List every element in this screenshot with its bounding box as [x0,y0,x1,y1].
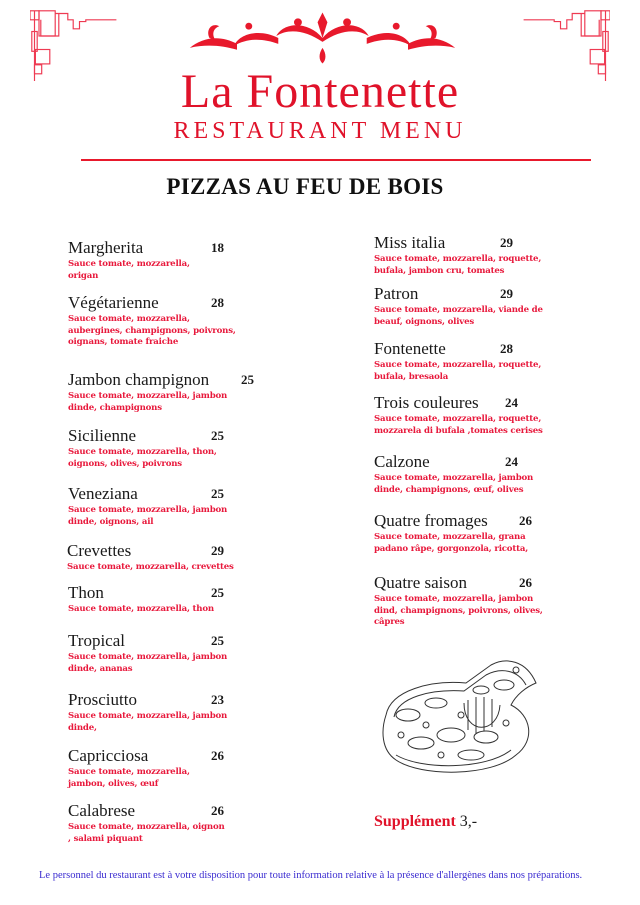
item-price: 25 [211,585,224,600]
item-description: Sauce tomate, mozzarella, roquette, mozzarela di bufala ,tomates cerises [374,414,543,436]
item-name: Prosciutto [68,690,137,709]
item-name: Patron [374,284,419,303]
pizza-illustration-icon [376,655,541,780]
item-description: Sauce tomate, mozzarella, crevettes [67,562,234,572]
item-name: Miss italia [374,233,446,252]
item-description: Sauce tomate, mozzarella, jambon dinde, [68,711,228,733]
item-description: Sauce tomate, mozzarella, viande de beauf, oignons, olives [374,305,543,327]
item-description: Sauce tomate, mozzarella, oignon , salami piquant [68,822,225,844]
item-description: Sauce tomate, mozzarella, aubergines, champignons, poivrons, oignans, tomate fraiche [68,314,236,347]
menu-item [68,690,228,734]
item-price: 26 [519,575,532,590]
item-price: 29 [500,235,513,250]
menu-item [68,426,224,470]
item-price: 29 [211,543,224,558]
menu-item [374,393,549,437]
item-price: 29 [500,286,513,301]
item-name: Calabrese [68,801,136,820]
item-name: Quatre saison [374,573,468,592]
item-name: Quatre fromages [374,511,488,530]
item-price: 25 [241,372,254,387]
item-name: Tropical [68,631,125,650]
item-price: 25 [211,633,224,648]
menu-item [68,583,248,616]
item-price: 25 [211,486,224,501]
restaurant-name: La Fontenette [180,65,460,118]
item-price: 24 [505,454,518,469]
item-description: Sauce tomate, mozzarella, jambon dinde, champignons [68,391,228,413]
item-name: Végétarienne [68,293,159,312]
menu-item [68,746,228,790]
menu-item [68,238,224,282]
item-name: Sicilienne [68,426,136,445]
item-price: 28 [500,341,513,356]
menu-item [68,631,228,675]
menu-item [374,452,539,496]
item-name: Thon [68,583,104,602]
menu-item [374,573,544,629]
item-description: Sauce tomate, mozzarella, thon, oignons, olives, poivrons [68,447,217,469]
restaurant-subtitle: RESTAURANT MENU [173,118,467,144]
item-description: Sauce tomate, mozzarella, roquette, bufala, bresaola [374,360,542,382]
section-title: PIZZAS AU FEU DE BOIS [166,174,444,199]
item-price: 26 [211,803,224,818]
item-name: Jambon champignon [68,370,210,389]
flourish-ornament-icon [180,8,465,68]
item-name: Capricciosa [68,746,149,765]
item-description: Sauce tomate, mozzarella, roquette, bufala, jambon cru, tomates [374,254,542,276]
item-description: Sauce tomate, mozzarella, grana padano râpe, gorgonzola, ricotta, [374,532,529,554]
item-name: Crevettes [67,541,132,560]
supplement-price [374,813,477,831]
item-description: Sauce tomate, mozzarella, origan [68,259,190,281]
menu-item [374,511,534,555]
item-name: Fontenette [374,339,446,358]
menu-item [68,801,228,845]
item-name: Veneziana [68,484,138,503]
menu-item [68,370,254,414]
allergen-note: Le personnel du restaurant est à votre disposition pour toute information relative à la présence d'allergènes dans nos préparations. [39,870,583,881]
item-price: 26 [519,513,532,528]
menu-item [374,339,544,383]
item-price: 24 [505,395,518,410]
item-name: Margherita [68,238,144,257]
menu-item [67,541,247,574]
menu-item [374,284,544,328]
item-name: Calzone [374,452,430,471]
menu-item [68,293,246,349]
item-price: 28 [211,295,224,310]
supplement-label: Supplément [374,813,456,830]
item-price: 25 [211,428,224,443]
menu-item [374,233,544,277]
supplement-value: 3,- [459,813,478,830]
item-description: Sauce tomate, mozzarella, jambon dind, champignons, poivrons, olives, câpres [374,594,543,627]
item-name: Trois couleures [374,393,479,412]
item-description: Sauce tomate, mozzarella, jambon dinde, oignons, ail [68,505,228,527]
item-price: 18 [211,240,224,255]
menu-item [68,484,228,528]
item-description: Sauce tomate, mozzarella, jambon dinde, champignons, œuf, olives [374,473,534,495]
item-description: Sauce tomate, mozzarella, jambon, olives, œuf [68,767,190,789]
item-description: Sauce tomate, mozzarella, thon [68,604,214,614]
item-price: 26 [211,748,224,763]
item-price: 23 [211,692,224,707]
header-divider [81,159,591,161]
item-description: Sauce tomate, mozzarella, jambon dinde, ananas [68,652,228,674]
